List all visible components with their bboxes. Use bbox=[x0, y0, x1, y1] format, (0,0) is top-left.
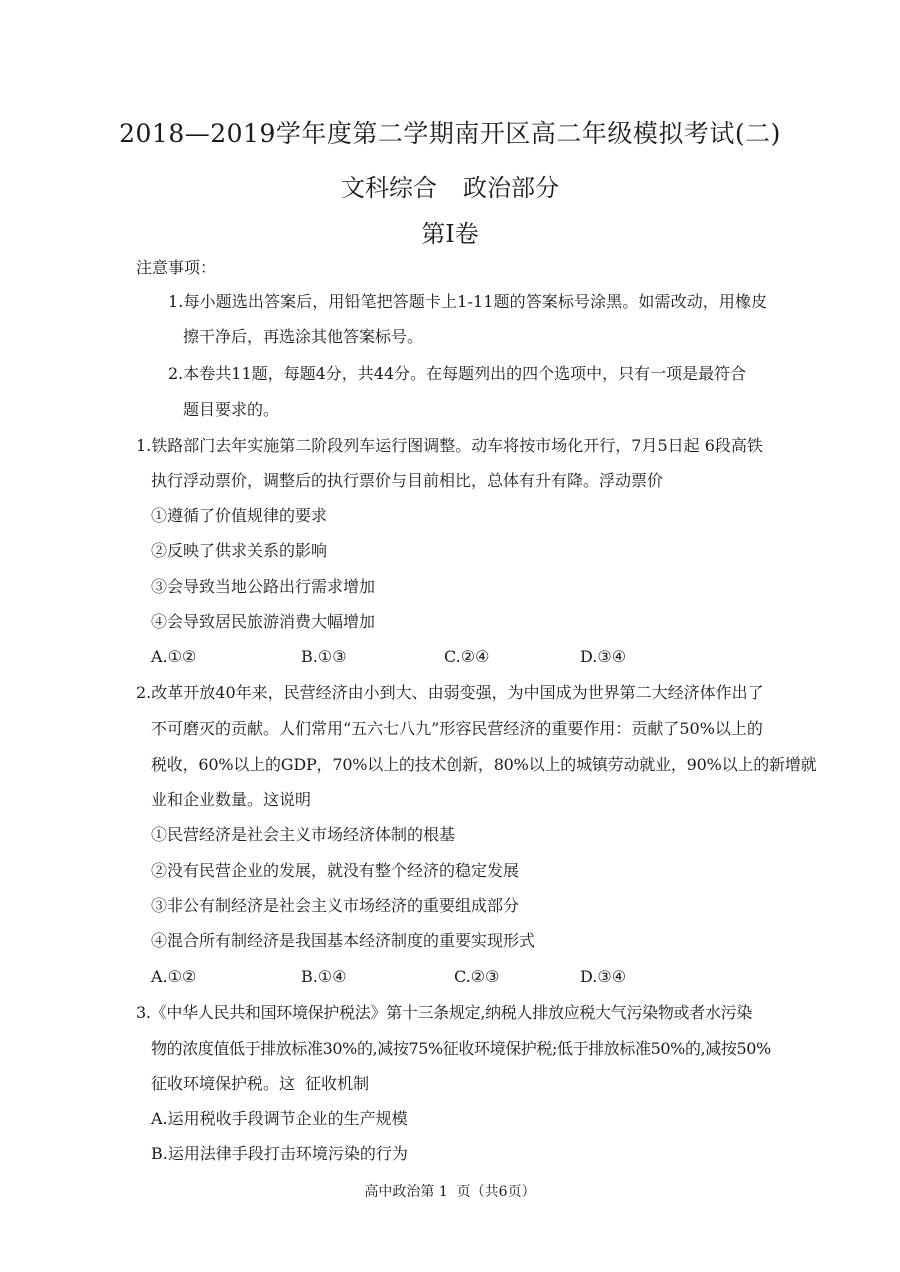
q1-option-d: D.③④ bbox=[580, 647, 627, 666]
q2-stem-line-1: 2.改革开放40年来，民营经济由小到大、由弱变强，为中国成为世界第二大经济体作出了 bbox=[136, 683, 764, 702]
q2-option-a: A.①② bbox=[151, 967, 197, 986]
q2-stem-line-2: 不可磨灭的贡献。人们常用“五六七八九”形容民营经济的重要作用：贡献了50%以上的 bbox=[151, 719, 763, 738]
q1-statement-1: ①遵循了价值规律的要求 bbox=[151, 506, 328, 525]
q2-stem-line-4: 业和企业数量。这说明 bbox=[151, 790, 312, 809]
q2-statement-4: ④混合所有制经济是我国基本经济制度的重要实现形式 bbox=[151, 931, 536, 950]
q2-stem-line-3: 税收，60%以上的GDP，70%以上的技术创新，80%以上的城镇劳动就业，90%以上的新增就 bbox=[151, 755, 817, 774]
q2-option-c: C.②③ bbox=[454, 967, 500, 986]
notice-item-1-line-2: 擦干净后，再选涂其他答案标号。 bbox=[183, 327, 424, 346]
q3-option-b: B.运用法律手段打击环境污染的行为 bbox=[151, 1144, 408, 1163]
notice-heading: 注意事项： bbox=[136, 258, 217, 277]
q3-stem-line-1: 3.《中华人民共和国环境保护税法》第十三条规定,纳税人排放应税大气污染物或者水污染 bbox=[136, 1003, 753, 1022]
q1-statement-2: ②反映了供求关系的影响 bbox=[151, 541, 328, 560]
q1-statement-4: ④会导致居民旅游消费大幅增加 bbox=[151, 612, 376, 631]
q3-stem-line-2: 物的浓度值低于排放标准30%的,减按75%征收环境保护税;低于排放标准50%的,减按50% bbox=[151, 1039, 771, 1058]
q1-option-b: B.①③ bbox=[301, 647, 347, 666]
volume-heading: 第Ⅰ卷 bbox=[421, 220, 479, 248]
subtitle-subject: 文科综合 bbox=[341, 174, 437, 202]
q1-stem-line-2: 执行浮动票价，调整后的执行票价与目前相比，总体有升有降。浮动票价 bbox=[151, 471, 664, 490]
notice-item-2-line-2: 题目要求的。 bbox=[183, 400, 280, 419]
q2-statement-2: ②没有民营企业的发展，就没有整个经济的稳定发展 bbox=[151, 861, 520, 880]
q1-option-c: C.②④ bbox=[444, 647, 490, 666]
notice-item-2-line-1: 2.本卷共11题，每题4分，共44分。在每题列出的四个选项中，只有一项是最符合 bbox=[168, 364, 747, 383]
q3-option-a: A.运用税收手段调节企业的生产规模 bbox=[151, 1109, 408, 1128]
q1-statement-3: ③会导致当地公路出行需求增加 bbox=[151, 577, 376, 596]
q1-stem-line-1: 1.铁路部门去年实施第二阶段列车运行图调整。动车将按市场化开行，7月5日起 6段高铁 bbox=[136, 436, 763, 455]
q2-option-d: D.③④ bbox=[580, 967, 627, 986]
subtitle-part: 政治部分 bbox=[463, 174, 559, 202]
exam-subtitle bbox=[0, 168, 900, 203]
q1-option-a: A.①② bbox=[151, 647, 197, 666]
page-footer: 高中政治第 1 页（共6页） bbox=[364, 1184, 536, 1200]
q2-option-b: B.①④ bbox=[301, 967, 347, 986]
q3-stem-line-3: 征收环境保护税。这 征收机制 bbox=[151, 1074, 370, 1093]
q2-statement-1: ①民营经济是社会主义市场经济体制的根基 bbox=[151, 825, 456, 844]
q2-statement-3: ③非公有制经济是社会主义市场经济的重要组成部分 bbox=[151, 896, 520, 915]
exam-title: 2018—2019学年度第二学期南开区高二年级模拟考试(二) bbox=[119, 119, 781, 148]
notice-item-1-line-1: 1.每小题选出答案后，用铅笔把答题卡上1-11题的答案标号涂黑。如需改动，用橡皮 bbox=[168, 292, 768, 311]
